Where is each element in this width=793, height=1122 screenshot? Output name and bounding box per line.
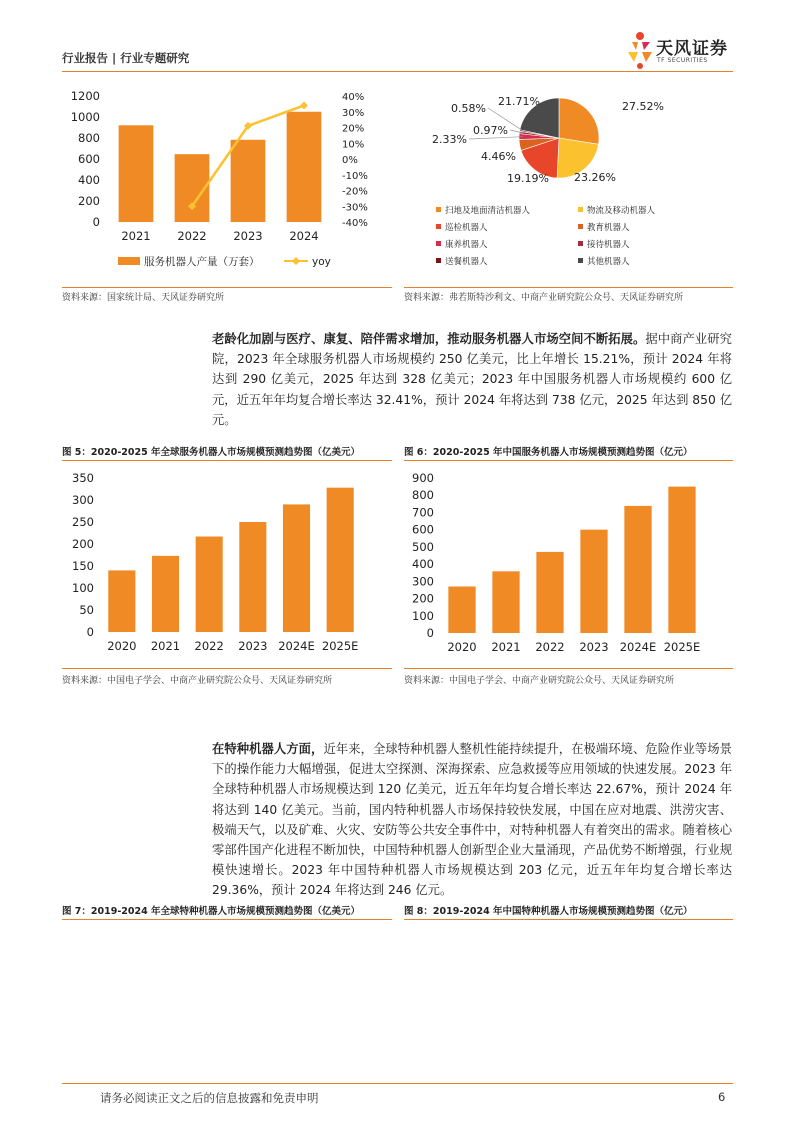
brand-name: 天风证券 xyxy=(656,39,728,59)
fig6-chart xyxy=(404,468,734,665)
brand-logo-icon xyxy=(624,30,656,70)
fig6-ytick: 300 xyxy=(412,574,434,589)
fig3-y2tick: 10% xyxy=(342,139,365,151)
fig4-leader-line xyxy=(469,137,523,139)
fig5-title-rule xyxy=(62,460,392,461)
fig4-legend-swatch xyxy=(578,241,583,246)
fig3-legend xyxy=(118,255,331,268)
fig5-ytick: 250 xyxy=(72,515,94,529)
fig6-title: 图 6：2020-2025 年中国服务机器人市场规模预测趋势图（亿元） xyxy=(404,447,693,458)
fig4-value-label: 23.26% xyxy=(574,171,616,184)
fig5-source-rule xyxy=(62,668,392,669)
fig3-yoy-point xyxy=(300,101,308,109)
fig6-xtick: 2023 xyxy=(579,640,609,654)
fig5-xtick: 2024E xyxy=(278,639,315,653)
fig4-value-label: 27.52% xyxy=(622,100,664,113)
fig4-chart xyxy=(404,88,734,278)
fig5-xtick: 2025E xyxy=(321,639,359,653)
fig3-chart xyxy=(62,85,392,285)
fig5-bar xyxy=(327,488,354,632)
fig6-bar xyxy=(492,571,519,633)
fig5-ytick: 200 xyxy=(72,537,94,551)
fig5-bar xyxy=(152,556,179,632)
fig4-legend-label: 巡检机器人 xyxy=(445,223,488,233)
footer-disclaimer: 请务必阅读正文之后的信息披露和免责申明 xyxy=(100,1091,319,1105)
fig4-legend-label: 接待机器人 xyxy=(587,240,630,250)
fig8-title-rule xyxy=(404,919,733,920)
fig5-source: 资料来源：中国电子学会、中商产业研究院公众号、天风证券研究所 xyxy=(62,676,333,686)
fig6-ytick: 400 xyxy=(412,557,434,572)
fig6-title-rule xyxy=(404,460,733,461)
fig4-legend-swatch xyxy=(436,207,441,212)
fig3-xtick: 2022 xyxy=(177,229,207,243)
fig6-bar xyxy=(448,587,475,634)
fig4-legend-label: 其他机器人 xyxy=(587,257,630,267)
fig6-xtick: 2025E xyxy=(663,640,701,654)
fig4-legend-label: 送餐机器人 xyxy=(445,257,488,267)
fig4-legend-label: 物流及移动机器人 xyxy=(587,206,656,216)
fig6-ytick: 700 xyxy=(412,505,434,520)
fig4-value-label: 4.46% xyxy=(481,150,516,163)
fig3-ytick: 800 xyxy=(78,131,100,145)
fig4-value-label: 0.58% xyxy=(451,102,486,115)
page-number: 6 xyxy=(718,1090,726,1104)
fig6-bar xyxy=(580,530,607,633)
fig5-xtick: 2021 xyxy=(150,639,181,653)
fig5-ytick: 0 xyxy=(86,625,94,639)
fig6-ytick: 600 xyxy=(412,522,434,537)
fig4-legend-swatch xyxy=(578,207,583,212)
paragraph-special-robots xyxy=(212,739,732,901)
fig7-title-rule xyxy=(62,919,392,920)
fig4-source: 资料来源：弗若斯特沙利文、中商产业研究院公众号、天风证券研究所 xyxy=(404,293,684,303)
fig4-legend-swatch xyxy=(436,224,441,229)
fig3-source-rule xyxy=(62,287,392,288)
fig3-xtick: 2023 xyxy=(233,229,263,243)
fig5-ytick: 350 xyxy=(72,471,94,485)
fig5-xtick: 2023 xyxy=(238,639,268,653)
fig6-xtick: 2024E xyxy=(619,640,657,654)
fig4-legend-swatch xyxy=(578,224,583,229)
fig6-xtick: 2021 xyxy=(491,640,521,654)
fig6-bar xyxy=(624,506,651,633)
paragraph-service-robots xyxy=(212,329,732,430)
fig5-ytick: 50 xyxy=(79,603,94,617)
fig5-bar xyxy=(239,522,266,632)
fig3-y2tick: -10% xyxy=(342,170,368,182)
fig6-xtick: 2020 xyxy=(447,640,477,654)
fig3-bar xyxy=(287,112,322,222)
fig3-y2tick: -20% xyxy=(342,186,368,198)
fig3-ytick: 400 xyxy=(78,173,100,187)
fig4-value-label: 0.97% xyxy=(473,124,508,137)
fig5-bar xyxy=(108,570,135,632)
fig6-source-rule xyxy=(404,668,733,669)
fig6-bar xyxy=(536,552,563,633)
fig6-ytick: 200 xyxy=(412,591,434,606)
fig3-y2tick: 0% xyxy=(342,155,358,166)
fig4-source-rule xyxy=(404,287,733,288)
fig3-y2tick: -40% xyxy=(342,218,368,229)
fig5-bar xyxy=(196,537,223,632)
fig7-title: 图 7：2019-2024 年全球特种机器人市场规模预测趋势图（亿美元） xyxy=(62,906,361,917)
fig4-legend-label: 教育机器人 xyxy=(587,223,630,233)
fig3-y2tick: -30% xyxy=(342,202,368,214)
fig6-ytick: 100 xyxy=(412,608,434,623)
paragraph-service-robots-body: 据中商产业研究院，2023 年全球服务机器人市场规模约 250 亿美元，比上年增长 15.21%，预计 2024 年将达到 290 亿美元，2025 年达到 328 亿美元；2023 年中国服务机器人市场规模约 600 亿元，近五年年均复合增长率达 32.41%，预计 2024 年将达到 738 亿元，2025 年达到 850 亿元。 xyxy=(212,332,732,427)
fig3-legend-bar-swatch xyxy=(118,257,140,265)
paragraph-special-robots-body: 近年来，全球特种机器人整机性能持续提升，在极端环境、危险作业等场景下的操作能力大幅增强，促进太空探测、深海探索、应急救援等应用领域的快速发展。2023 年全球特种机器人市场规模达到 120 亿美元，近五年年均复合增长率达 22.67%，预计 2024 年将达到 140 亿美元。当前，国内特种机器人市场保持较快发展，中国在应对地震、洪涝灾害、极端天气，以及矿难、火灾、安防等公共安全事件中，对特种机器人有着突出的需求。随着核心零部件国产化进程不断加快，中国特种机器人创新型企业大量涌现，产品优势不断增强，行业规模快速增长。2023 年中国特种机器人市场规模达到 203 亿元，近五年年均复合增长率达 29.36%，预计 2024 年将达到 246 亿元。 xyxy=(212,742,732,898)
fig3-ytick: 1200 xyxy=(70,89,100,103)
fig3-ytick: 200 xyxy=(78,194,100,208)
paragraph-special-robots-lead: 在特种机器人方面， xyxy=(212,742,324,756)
fig4-slice xyxy=(559,98,599,144)
fig5-ytick: 300 xyxy=(72,493,94,507)
fig3-y2tick: 40% xyxy=(342,92,365,103)
fig3-y2tick: 20% xyxy=(342,123,365,135)
fig3-legend-diamond xyxy=(292,257,300,265)
fig3-bar xyxy=(119,125,154,222)
fig4-value-label: 19.19% xyxy=(507,172,549,185)
fig6-ytick: 0 xyxy=(426,626,434,640)
fig3-y2tick: 30% xyxy=(342,107,365,119)
fig5-xtick: 2022 xyxy=(194,639,224,653)
brand-name-en: TF SECURITIES xyxy=(657,57,708,64)
fig4-legend-swatch xyxy=(436,241,441,246)
fig3-ytick: 1000 xyxy=(70,110,100,124)
fig3-ytick: 0 xyxy=(92,215,100,229)
fig4-legend-swatch xyxy=(436,258,441,263)
fig6-ytick: 500 xyxy=(412,539,434,554)
fig8-title: 图 8：2019-2024 年中国特种机器人市场规模预测趋势图（亿元） xyxy=(404,906,693,917)
fig4-legend-label: 康养机器人 xyxy=(445,240,488,250)
footer-divider xyxy=(62,1083,733,1084)
fig5-title: 图 5：2020-2025 年全球服务机器人市场规模预测趋势图（亿美元） xyxy=(62,447,361,458)
fig5-chart xyxy=(62,470,392,665)
fig3-xtick: 2021 xyxy=(121,229,151,243)
fig6-source: 资料来源：中国电子学会、中商产业研究院公众号、天风证券研究所 xyxy=(404,676,675,686)
report-header-title: 行业报告 | 行业专题研究 xyxy=(62,51,190,65)
paragraph-service-robots-lead: 老龄化加剧与医疗、康复、陪伴需求增加，推动服务机器人市场空间不断拓展。 xyxy=(212,332,646,346)
fig3-ytick: 600 xyxy=(78,152,100,166)
fig4-legend-swatch xyxy=(578,258,583,263)
header-divider xyxy=(62,71,733,72)
fig4-legend-label: 扫地及地面清洁机器人 xyxy=(445,206,531,216)
fig6-xtick: 2022 xyxy=(535,640,565,654)
fig6-ytick: 800 xyxy=(412,488,434,503)
fig6-ytick: 900 xyxy=(412,471,434,485)
fig3-legend-bar-label: 服务机器人产量（万套） xyxy=(144,256,260,268)
fig5-ytick: 150 xyxy=(72,559,94,573)
brand-logo xyxy=(624,30,744,70)
fig6-bar xyxy=(668,487,695,633)
fig3-xtick: 2024 xyxy=(289,229,319,243)
fig3-legend-line-label: yoy xyxy=(312,256,331,268)
fig5-xtick: 2020 xyxy=(107,639,137,653)
fig5-ytick: 100 xyxy=(72,581,94,595)
fig3-source: 资料来源：国家统计局、天风证券研究所 xyxy=(62,293,225,303)
fig3-bar xyxy=(231,140,266,222)
fig4-value-label: 2.33% xyxy=(432,133,467,146)
fig4-value-label: 21.71% xyxy=(498,95,540,108)
fig5-bar xyxy=(283,504,310,632)
